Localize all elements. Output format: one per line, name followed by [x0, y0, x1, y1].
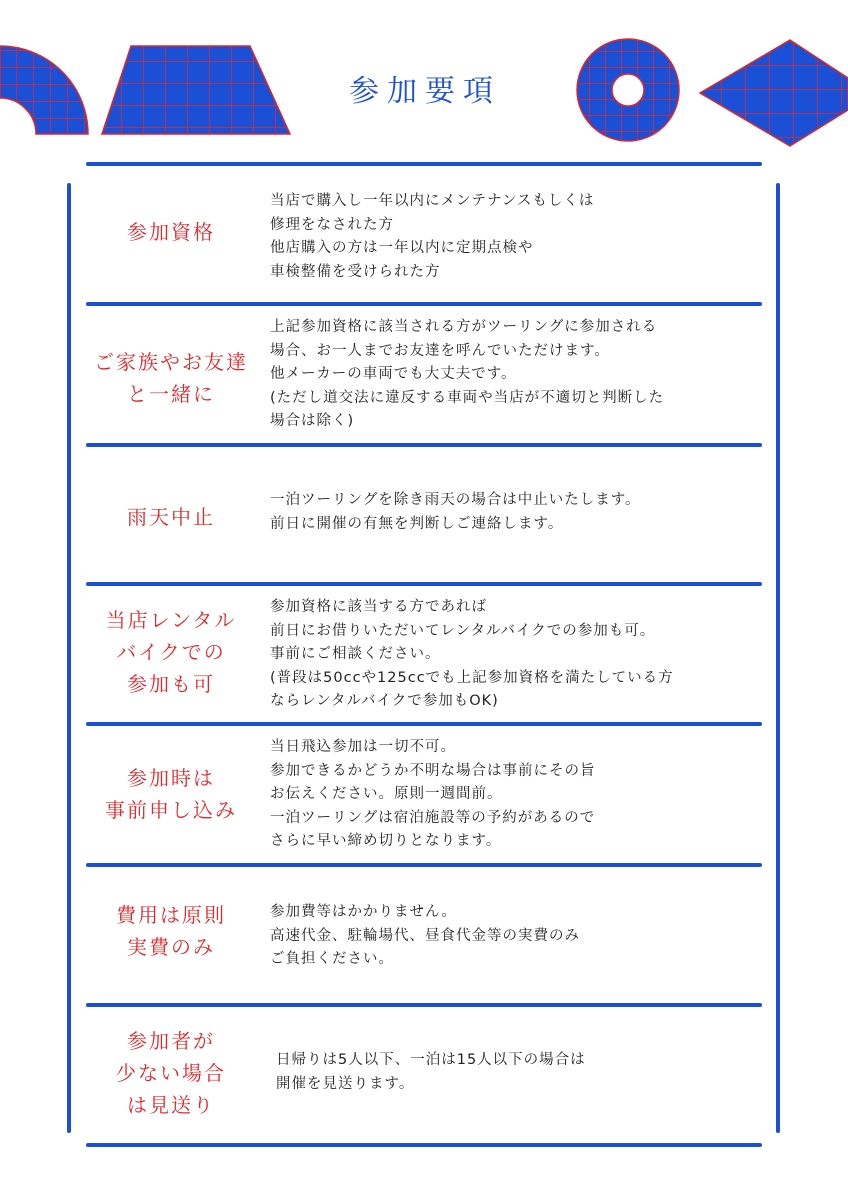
text-line: 事前にご相談ください。	[270, 646, 441, 662]
diamond-grid-icon	[696, 36, 848, 150]
text-line: 参加費等はかかりません。	[270, 904, 457, 920]
text-line: さらに早い締め切りとなります。	[270, 833, 502, 849]
text-line: 修理をなされた方	[270, 216, 394, 233]
divider	[86, 1143, 762, 1147]
section-rain-cancel	[86, 447, 762, 582]
label-line: 参加資格	[127, 220, 215, 244]
section-costs	[86, 867, 762, 1003]
left-border	[67, 183, 71, 1133]
label-line: 参加も可	[127, 672, 215, 696]
section-text	[270, 736, 750, 854]
label-line: ご家族やお友達	[94, 350, 248, 374]
section-rental-bike	[86, 586, 762, 722]
section-text	[270, 901, 750, 972]
section-label	[86, 501, 256, 533]
trapezoid-grid-icon	[100, 40, 300, 140]
text-line: 上記参加資格に該当される方がツーリングに参加される	[270, 319, 658, 335]
label-line: は見送り	[127, 1093, 215, 1117]
text-line: お伝えください。原則一週間前。	[270, 786, 503, 802]
text-line: 参加資格に該当する方であれば	[270, 599, 487, 615]
section-min-participants	[86, 1007, 762, 1143]
section-text	[270, 489, 750, 536]
text-line: 車検整備を受けられた方	[270, 263, 441, 280]
section-family-friends	[86, 306, 762, 443]
label-line: 少ない場合	[116, 1061, 226, 1085]
section-advance-registration	[86, 726, 762, 863]
section-text	[276, 1049, 756, 1096]
label-line: 実費のみ	[127, 935, 215, 959]
section-text	[270, 596, 750, 714]
text-line: 当日飛込参加は一切不可。	[270, 739, 456, 755]
label-line: 参加者が	[127, 1029, 215, 1053]
text-line: 一泊ツーリングを除き雨天の場合は中止いたします。	[270, 492, 641, 508]
section-label	[86, 604, 256, 700]
section-label	[86, 346, 256, 410]
quarter-ring-grid-icon	[0, 0, 100, 150]
text-line: 高速代金、駐輪場代、昼食代金等の実費のみ	[270, 927, 580, 944]
text-line: 当店で購入し一年以内にメンテナンスもしくは	[270, 193, 595, 209]
text-line: (ただし道交法に違反する車両や当店が不適切と判断した	[270, 389, 665, 406]
text-line: 一泊ツーリングは宿泊施設等の予約があるので	[270, 809, 596, 826]
text-line: 開催を見送ります。	[276, 1075, 415, 1092]
label-line: 雨天中止	[127, 505, 215, 529]
label-line: 費用は原則	[116, 903, 226, 927]
section-label	[86, 899, 256, 963]
section-eligibility	[86, 166, 762, 302]
section-label	[86, 762, 256, 826]
ring-grid-icon	[574, 36, 684, 146]
label-line: 当店レンタル	[105, 608, 237, 632]
label-line: 参加時は	[127, 766, 215, 790]
text-line: 他店購入の方は一年以内に定期点検や	[270, 240, 534, 256]
section-text	[270, 190, 750, 284]
text-line: 場合、お一人までお友達を呼んでいただけます。	[270, 342, 610, 359]
right-border	[776, 183, 780, 1133]
text-line: 他メーカーの車両でも大丈夫です。	[270, 366, 517, 382]
text-line: 参加できるかどうか不明な場合は事前にその旨	[270, 762, 596, 779]
text-line: 前日に開催の有無を判断しご連絡します。	[270, 515, 564, 532]
page-title: 参加要項	[349, 74, 501, 109]
text-line: 前日にお借りいただいてレンタルバイクでの参加も可。	[270, 622, 656, 639]
text-line: ご負担ください。	[270, 951, 394, 967]
section-label	[86, 1025, 256, 1121]
label-line: バイクでの	[116, 640, 226, 664]
text-line: 日帰りは5人以下、一泊は15人以下の場合は	[276, 1052, 586, 1068]
section-label	[86, 216, 256, 248]
section-text	[270, 316, 750, 434]
label-line: 事前申し込み	[105, 798, 237, 822]
text-line: 場合は除く)	[270, 413, 355, 429]
text-line: ならレンタルバイクで参加もOK)	[270, 693, 499, 709]
label-line: と一緒に	[127, 382, 215, 406]
text-line: (普段は50ccや125ccでも上記参加資格を満たしている方	[270, 669, 674, 686]
